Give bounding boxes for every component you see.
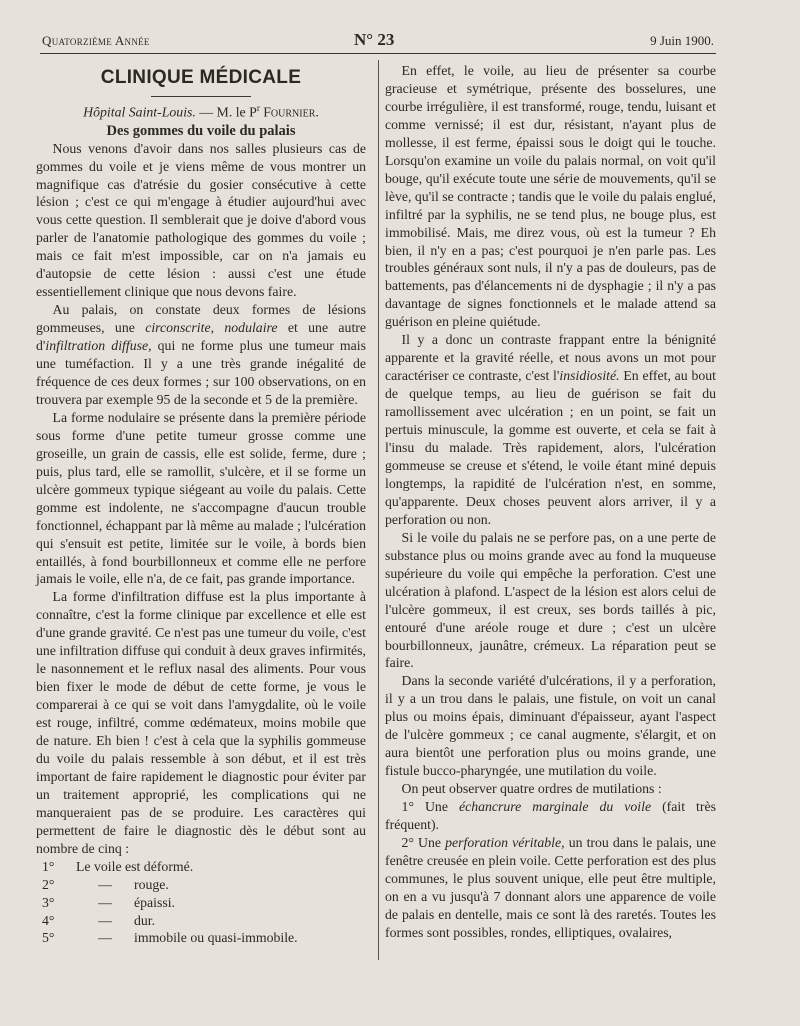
left-column — [36, 62, 366, 947]
list-item-ditto: — — [98, 894, 112, 910]
byline-hospital: Hôpital Saint-Louis. — [83, 104, 196, 120]
list-item — [36, 929, 366, 947]
right-paragraph-4: Dans la seconde variété d'ulcérations, il y a perforation, il y a un trou dans le palais, une fistule, on voit un canal plus ou moins épais, diminuant d'épaisseur, ayant l'aspect de l'ulcère gommeux ; ce canal augmente, s'élargit, et on aura bientôt une perforation plus ou moins grande, une fistule bucco-pharyngée, une mutilation du voile. — [385, 673, 716, 779]
list-item-text: rouge. — [134, 876, 169, 892]
left-paragraph-3: La forme nodulaire se présente dans la première période sous forme d'une petite tumeur grosse comme une groseille, un grain de cassis, elle est solide, ferme, dure ; puis, plus tard, elle se ramollit, s'ulcère, et il se forme un ulcère gommeux typique siégeant au voile du palais. Cette gomme est indolente, ne s'accompagne d'aucun trouble fonctionnel, échappant par là même au malade ; l'ulcération qui s'ensuit est petite, limitée sur le voile, à bords bien entaillés, à fond bourbillonneux et comme elle ne perfore jamais le voile, elle n'a, de ce fait, pas grande importance. — [36, 409, 366, 587]
left-p2-text-c: qui ne forme plus une tumeur mais une tuméfaction. Il y a une très grande inégalité de fréquence de ces deux formes ; sur 100 observations, on en trouvera par exemple 95 de la seconde et 5 de la première. — [36, 338, 366, 407]
right-p6-text-a: 1° Une — [401, 799, 459, 815]
list-item-number: 3° — [42, 894, 55, 910]
section-title: CLINIQUE MÉDICALE — [100, 67, 302, 88]
list-item — [36, 894, 366, 912]
list-item-number: 5° — [42, 930, 55, 946]
byline-author: Fournier. — [259, 104, 319, 120]
left-paragraph-1: Nous venons d'avoir dans nos salles plusieurs cas de gommes du voile et je viens même de vous montrer un magnifique cas d'atrésie du gosier consécutive à cette lésion ; c'est ce qui m'engage à étudier aujourd'hui avec vous cette question. Il semblerait que je doive d'abord vous parler de l'anatomie pathologique des gommes du voile ; mais ce fait m'est impossible, car on n'a jamais eu d'autopsie de cette lésion : aussi c'est une étude essentiellement clinique que nous devons faire. — [36, 140, 366, 300]
section-title-rule — [151, 96, 251, 97]
list-item-number: 1° — [42, 858, 55, 874]
list-item-number: 2° — [42, 876, 55, 892]
list-item-ditto: — — [98, 876, 112, 892]
characteristics-list — [36, 858, 366, 948]
right-paragraph-5: On peut observer quatre ordres de mutilations : — [401, 781, 662, 797]
list-item-ditto: — — [98, 930, 112, 946]
right-paragraph-2 — [385, 331, 716, 528]
left-p2-italic-2: infiltration diffuse, — [45, 338, 152, 354]
right-paragraph-1: En effet, le voile, au lieu de présenter sa courbe gracieuse et symétrique, présente des bosselures, une courbe irrégulière, il est transformé, rouge, tendu, luisant et comme vernissé; il est dur, résistant, n'ayant plus de mollesse, il est ferme, épaissi sous le doigt qui le touche. Lorsqu'on examine un voile du palais normal, on voit qu'il bouge, qu'il exécute toute une série de mouvements, qu'il se lève, qu'il se contracte ; tandis que le voile du palais englué, infiltré par la syphilis, ne se tend plus, ne bouge plus, est immobilisé. Mais, me direz vous, où est la tumeur ? Eh bien, il n'y en a pas; c'est pourquoi je n'en parle pas. Les troubles généraux sont nuls, il n'y a pas de douleurs, pas de battements, pas d'élancements ni de dysphagie ; il n'y a pas davantage de signes fonctionnels et le malade attend sa guérison en pleine quiétude. — [385, 63, 716, 330]
running-header — [42, 30, 714, 50]
right-column — [385, 62, 716, 942]
list-item — [36, 858, 366, 876]
header-rule — [40, 53, 716, 54]
byline-dash: — M. le P — [195, 104, 257, 120]
right-paragraph-6 — [385, 798, 716, 834]
list-item-text: immobile ou quasi-immobile. — [134, 930, 298, 946]
right-p2-text-b: En effet, au bout de quelque temps, au lieu de guérison se fait du ramollissement avec ulcération ; en un point, se fait un pertuis minuscule, la gomme est ouverte, et cela se fait à l'insu du malade. Très rapidement, alors, l'ulcération gommeuse se creuse et s'étend, le voile étant miné depuis longtemps, la rapidité de l'ulcération n'est, en somme, qu'apparente. Deux choses peuvent alors arriver, il y a perforation ou non. — [385, 368, 716, 527]
list-item-ditto: — — [98, 912, 112, 928]
right-p7-text-b: un trou dans le palais, une fenêtre creusée en plein voile. Cette perforation est des plus communes, le plus souvent unique, elle peut être multiple, on en a vu jusqu'à 7 donnant alors une apparence de voile de palais en dentelle, mais ce sont là des raretés. Toutes les formes sont possibles, rondes, elliptiques, ovalaires, — [385, 834, 716, 940]
left-p2-text-b: et une autre d' — [36, 320, 366, 354]
right-p2-text-a: Il y a donc un contraste frappant entre la bénignité apparente et la gravité réelle, et nous avons un mot pour caractériser ce contraste, c'est l' — [385, 332, 716, 384]
right-p2-italic: insidiosité. — [559, 368, 620, 384]
list-item-text: épaissi. — [134, 894, 175, 910]
right-p7-text-a: 2° Une — [401, 834, 446, 850]
list-item-text: dur. — [134, 912, 156, 928]
article-title: Des gommes du voile du palais — [106, 122, 296, 139]
left-paragraph-4: La forme d'infiltration diffuse est la plus importante à connaître, c'est la forme clinique par excellence et elle est d'une grande gravité. Ce n'est pas une tumeur du voile, c'est une infiltration diffuse qui conduit à deux graves infirmités, le nasonnement et le reflux nasal des aliments. Pour vous bien fixer le mode de début de cette forme, je vous le comparerai à ce qui se voit dans l'amygdalite, où le voile est rouge, infiltré, comme œdémateux, moins mobile que de nature. Eh bien ! c'est à cela que la syphilis gommeuse du voile du palais ressemble à son début, et il est très important de faire rapidement le diagnostic pour éviter par un traitement approprié, les complications qui ne manqueraient pas de se produire. Les caractères qui permettent de faire le diagnostic dès le début sont au nombre de cinq : — [36, 589, 366, 856]
left-p2-text-a: Au palais, on constate deux formes de lésions gommeuses, une — [36, 302, 366, 336]
right-paragraph-3: Si le voile du palais ne se perfore pas, on a une perte de substance plus ou moins grande avec au fond la muqueuse supérieure du voile qui empêche la perforation. C'est une ulcération à plafond. L'aspect de la lésion est alors celui de l'ulcère gommeux, il est creux, ses bords taillés à pic, entouré d'une aréole rouge et dure ; c'est un ulcère bourbillonneux, jaunâtre, crémeux. La réparation peut se faire. — [385, 529, 716, 671]
list-item-number: 4° — [42, 912, 55, 928]
column-divider — [378, 60, 379, 960]
header-date: 9 Juin 1900. — [650, 33, 714, 48]
byline-sup: r — [256, 103, 260, 113]
list-item — [36, 912, 366, 930]
header-issue-number: N° 23 — [354, 30, 395, 49]
list-item-text: Le voile est déformé. — [76, 858, 194, 874]
list-item — [36, 876, 366, 894]
right-paragraph-7 — [385, 834, 716, 942]
right-p6-text-b: (fait très fréquent). — [385, 799, 716, 833]
left-paragraph-2 — [36, 301, 366, 409]
byline — [36, 99, 366, 122]
right-p7-italic: perforation véritable, — [445, 834, 565, 850]
header-year: Quatorzième Année — [42, 33, 150, 48]
right-p6-italic: échancrure marginale du voile — [458, 799, 652, 815]
left-p2-italic-1: circonscrite, nodulaire — [145, 320, 278, 336]
